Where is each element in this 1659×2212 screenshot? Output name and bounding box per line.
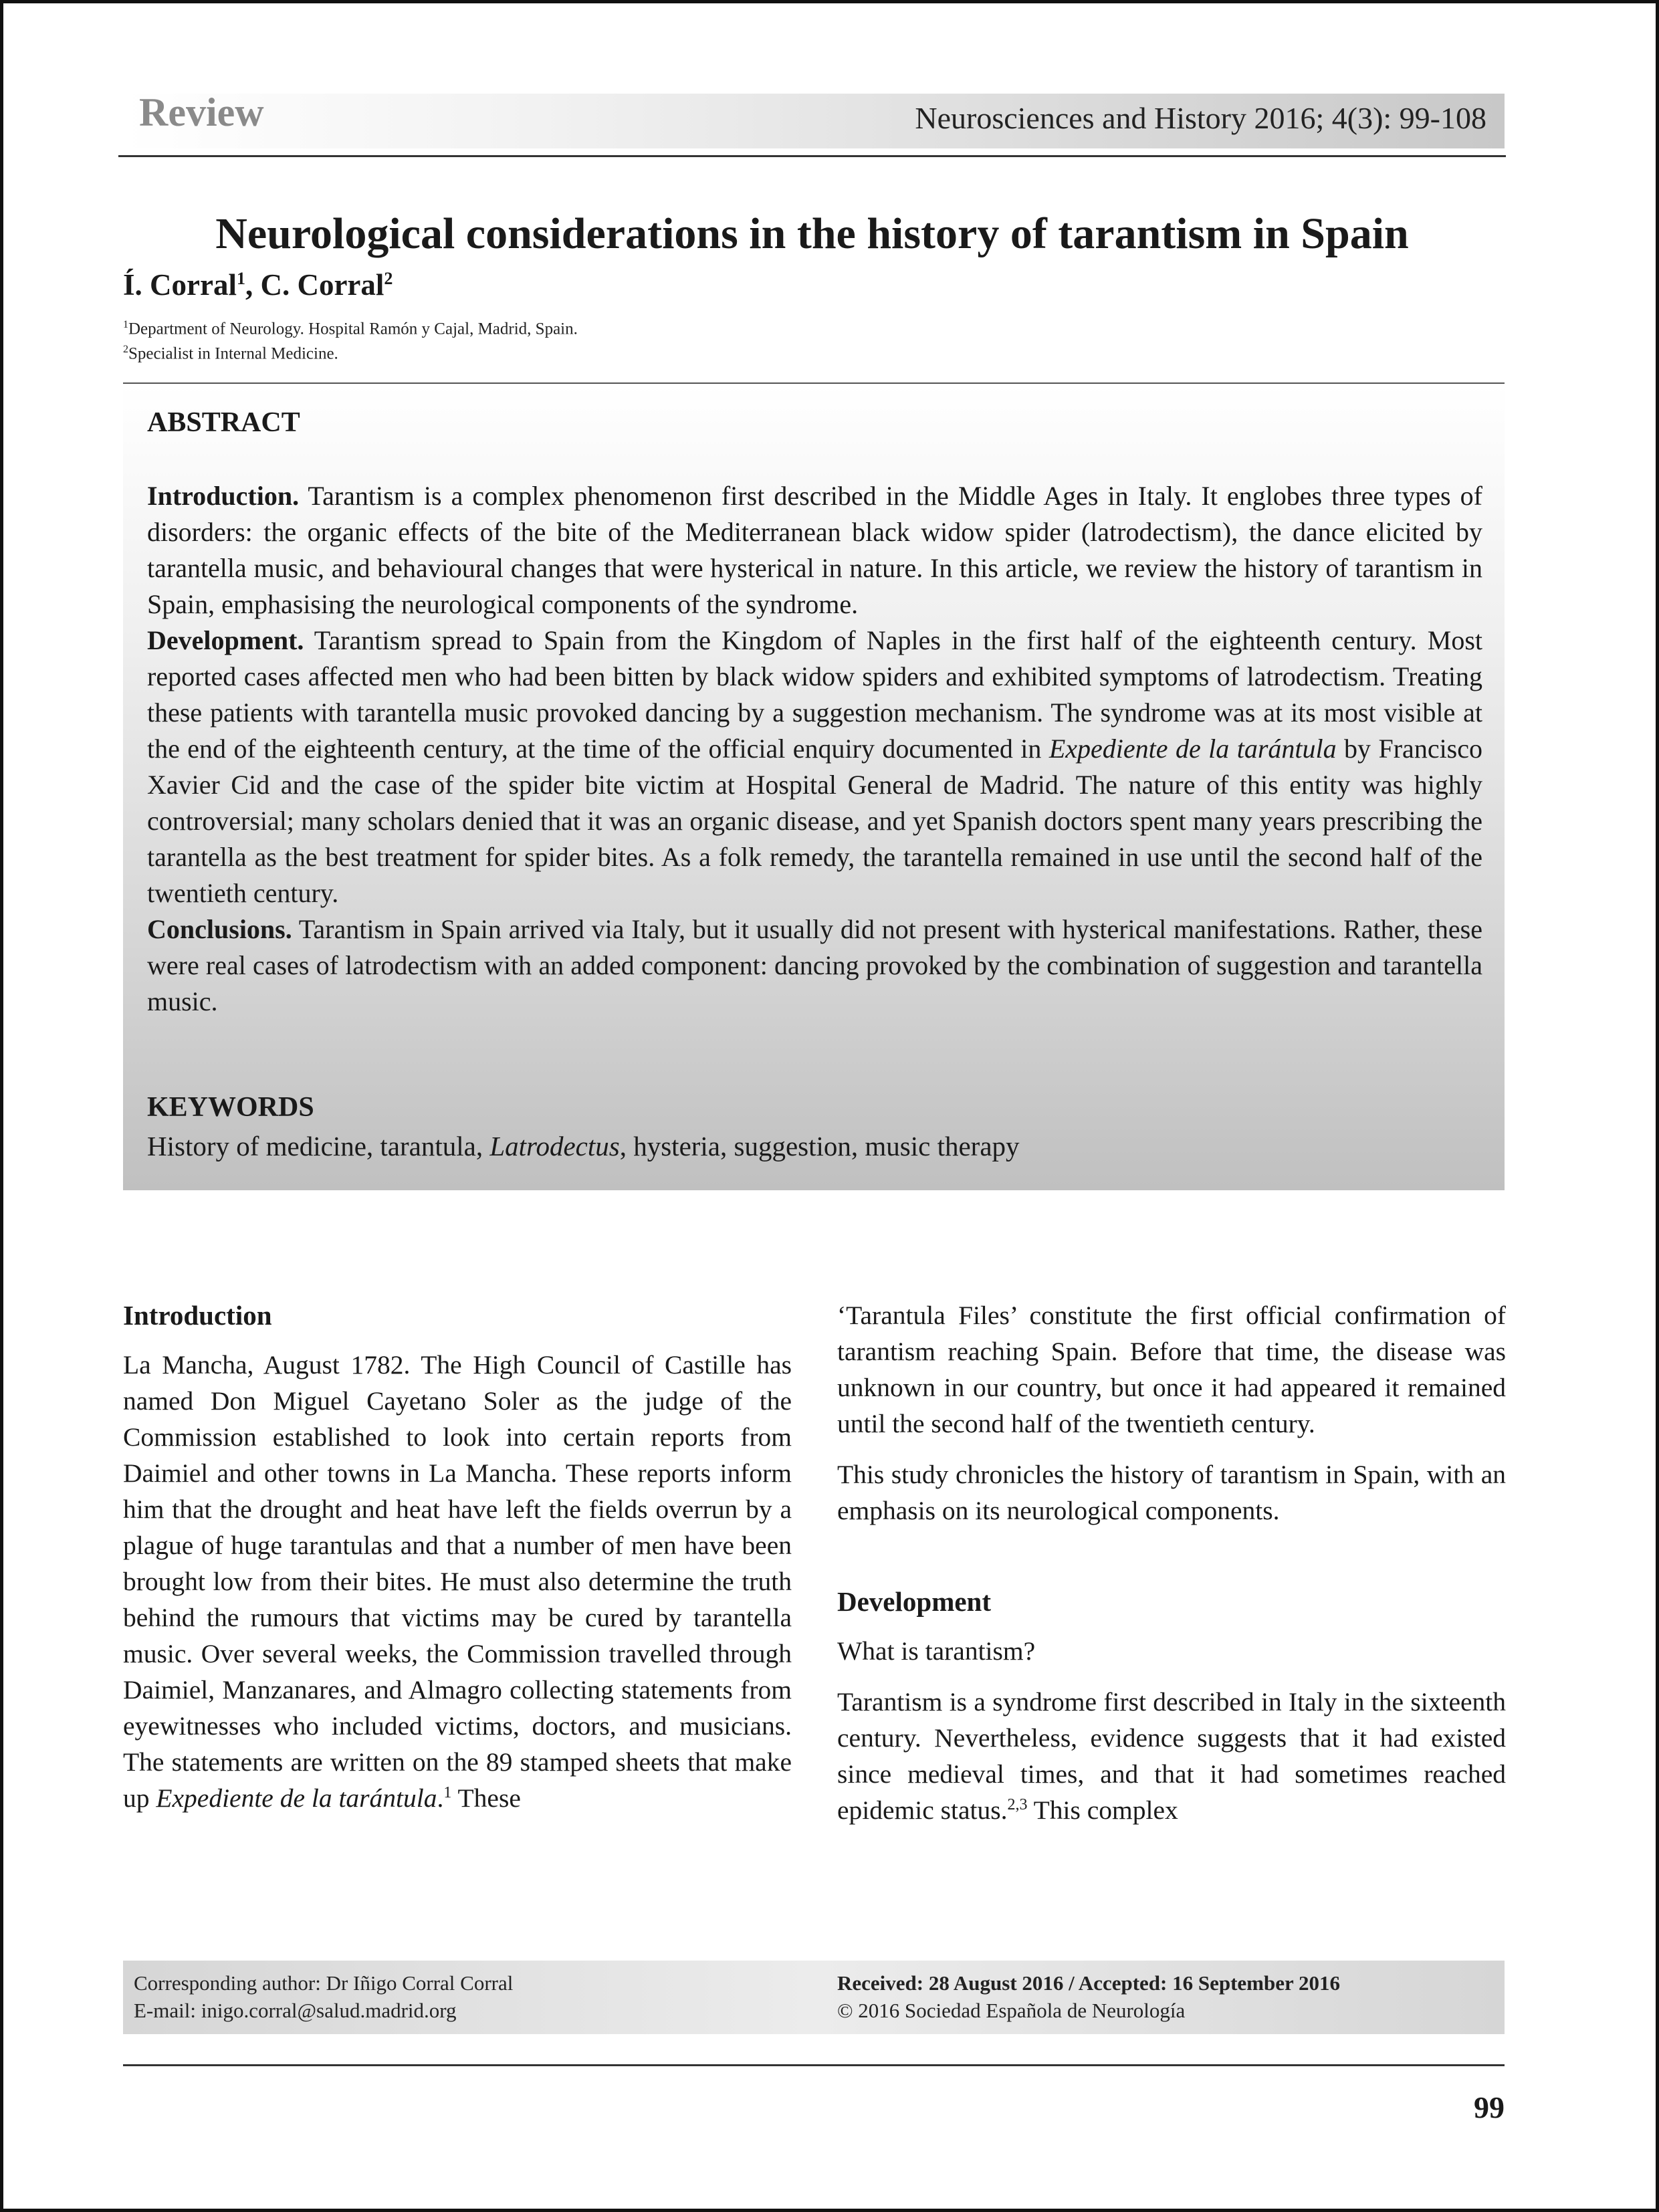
author-affiliation-mark: 1 [236, 269, 245, 288]
author-separator: , [245, 268, 261, 302]
section-heading-development: Development [837, 1586, 992, 1617]
abstract-development [147, 623, 1482, 911]
body-text: La Mancha, August 1782. The High Council of Castille has named Don Miguel Cayetano Soler as the judge of the Commission established to look into certain reports from Daimiel and other towns in La Mancha. These reports inform him that the drought and heat have left the fields overrun by a plague of huge tarantulas and that a number of men have been brought low from their bites. He must also determine the truth behind the rumours that victims may be cured by tarantella music. Over several weeks, the Commission travelled through Daimiel, Manzanares, and Almagro collecting statements from eyewitnesses who included victims, doctors, and musicians. The statements are written on the 89 stamped sheets that make up [123, 1350, 792, 1813]
body-italic-title: Expediente de la tarántula [156, 1783, 437, 1813]
body-text: These [451, 1783, 521, 1813]
abstract-divider [123, 382, 1505, 384]
author-email: E-mail: inigo.corral@salud.madrid.org [134, 1999, 457, 2022]
citation-ref: 2,3 [1007, 1795, 1028, 1813]
abstract-text: Tarantism in Spain arrived via Italy, but it usually did not present with hysterical manifestations. Rather, these were real cases of latrodectism with an added component: dancing provoked by the combination of suggestion and tarantella music. [147, 914, 1482, 1016]
body-column-right [837, 1297, 1506, 1456]
abstract-label: Introduction. [147, 481, 300, 511]
affiliation-mark: 2 [123, 344, 128, 355]
body-paragraph: This study chronicles the history of tarantism in Spain, with an emphasis on its neurological components. [837, 1460, 1506, 1525]
abstract-label: Development. [147, 625, 304, 655]
author-name: C. Corral [260, 268, 384, 302]
keywords-heading: KEYWORDS [147, 1092, 314, 1123]
corresponding-author: Corresponding author: Dr Iñigo Corral Corral [134, 1971, 514, 1995]
article-dates-block [837, 1969, 1340, 2024]
body-paragraph: La Mancha, August 1782. The High Council of Castille has named Don Miguel Cayetano Soler as the judge of the Commission established to look into certain reports from Daimiel and other towns in La Mancha. These reports inform him that the drought and heat have left the fields overrun by a plague of huge tarantulas and that a number of men have been brought low from their bites. He must also determine the truth behind the rumours that victims may be cured by tarantella music. Over several weeks, the Commission travelled through Daimiel, Manzanares, and Almagro collecting statements from eyewitnesses who included victims, doctors, and musicians. The statements are written on the 89 stamped sheets that make up Expediente de la tarántula.$^1$ These [123, 1350, 792, 1813]
header-divider [118, 155, 1506, 157]
corresponding-author-block [134, 1969, 513, 2024]
author-name: Í. Corral [123, 268, 237, 302]
abstract-text: by Francisco Xavier Cid and the case of the spider bite victim at Hospital General de Madrid. The nature of this entity was highly controversial; many scholars denied that it was an organic disease, and yet Spanish doctors spent many years prescribing the tarantella as the best treatment for spider bites. As a folk remedy, the tarantella remained in use until the second half of the twentieth century. [147, 734, 1483, 908]
body-text: This complex [1027, 1795, 1178, 1825]
section-gap [837, 1543, 1506, 1583]
abstract-introduction [147, 478, 1482, 623]
author-list [123, 267, 393, 302]
received-accepted-dates: Received: 28 August 2016 / Accepted: 16 September 2016 [837, 1971, 1340, 1995]
section-label: Review [139, 90, 264, 134]
abstract-italic-title: Expediente de la tarántula [1048, 734, 1337, 764]
citation-ref: 1 [443, 1783, 452, 1801]
abstract-label: Conclusions. [147, 914, 292, 944]
body-paragraph [837, 1684, 1506, 1828]
footer-divider [123, 2064, 1505, 2066]
abstract-heading: ABSTRACT [147, 407, 300, 438]
body-column-left [123, 1297, 792, 1831]
article-title: Neurological considerations in the history of tarantism in Spain [215, 209, 1409, 258]
body-column-right-content [837, 1456, 1506, 1843]
section-heading-introduction: Introduction [123, 1300, 272, 1331]
abstract-text: Tarantism spread to Spain from the Kingdom of Naples in the first half of the eighteenth century. Most reported cases affected men who had been bitten by black widow spiders and exhibited symptoms of latrodectism. Treating these patients with tarantella music provoked dancing by a suggestion mechanism. The syndrome was at its most visible at the end of the eighteenth century, at the time of the official enquiry documented in [147, 625, 1482, 764]
keywords-text: , hysteria, suggestion, music therapy [619, 1131, 1020, 1162]
subsection-heading: What is tarantism? [837, 1636, 1036, 1666]
abstract-conclusions [147, 911, 1482, 1020]
body-paragraph-continued: ‘Tarantula Files’ constitute the first official confirmation of tarantism reaching Spain. Before that time, the disease was unknown in our country, but once it had appeared it remained until the second half of the twentieth century. [837, 1301, 1506, 1438]
affiliation-mark: 1 [123, 319, 128, 330]
affiliation-text: Specialist in Internal Medicine. [128, 344, 338, 363]
keywords-list [147, 1130, 1020, 1162]
copyright: © 2016 Sociedad Española de Neurología [837, 1999, 1186, 2022]
affiliation-text: Department of Neurology. Hospital Ramón y Cajal, Madrid, Spain. [128, 320, 578, 338]
abstract-body [147, 478, 1482, 1020]
author-affiliation-mark: 2 [384, 269, 393, 288]
body-text: Tarantism is a syndrome first described in Italy in the sixteenth century. Nevertheless, evidence suggests that it had existed since medieval times, and that it had sometimes reached epidemic status. [837, 1687, 1506, 1825]
affiliation-1 [123, 319, 578, 338]
journal-citation: Neurosciences and History 2016; 4(3): 99-108 [915, 101, 1486, 135]
affiliation-2 [123, 344, 338, 363]
abstract-text: Tarantism is a complex phenomenon first described in the Middle Ages in Italy. It englobes three types of disorders: the organic effects of the bite of the Mediterranean black widow spider (latrodectism), the dance elicited by tarantella music, and behavioural changes that were hysterical in nature. In this article, we review the history of tarantism in Spain, emphasising the neurological components of the syndrome. [147, 481, 1482, 619]
page-number: 99 [1474, 2090, 1505, 2124]
keywords-text: History of medicine, tarantula, [147, 1131, 490, 1162]
keywords-italic: Latrodectus [489, 1131, 620, 1162]
